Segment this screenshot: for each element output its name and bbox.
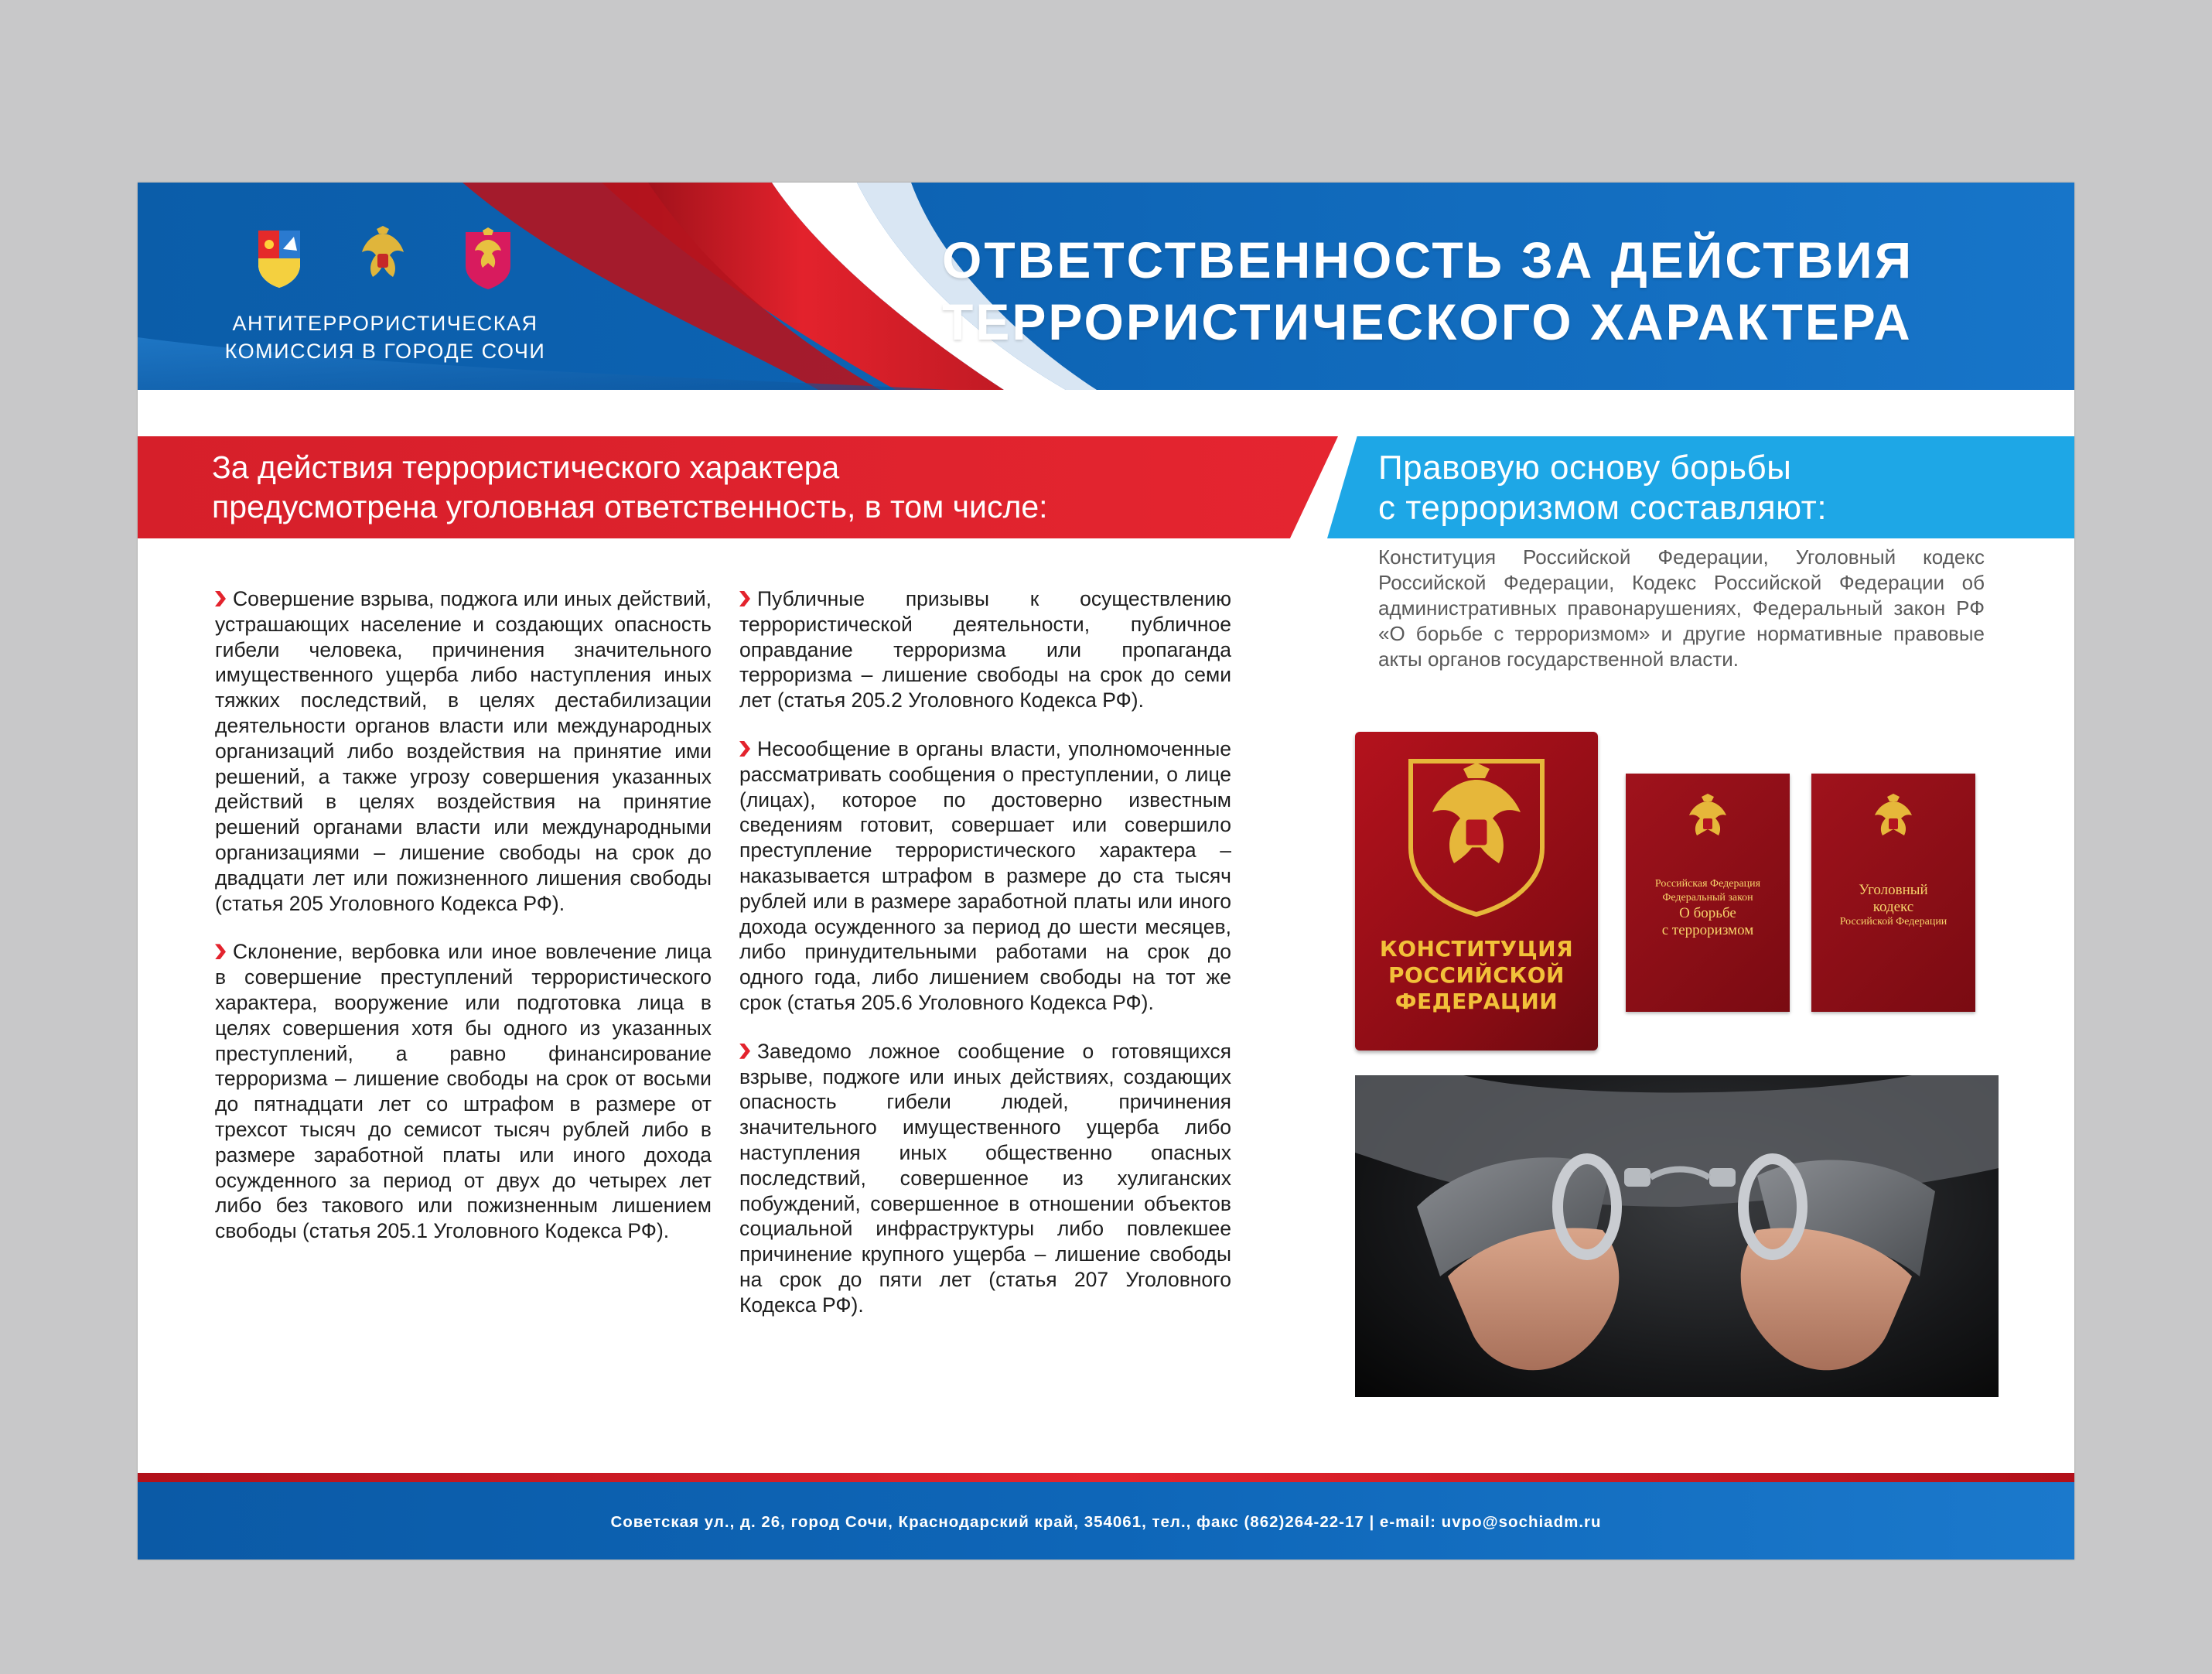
- legal-basis-text: Конституция Российской Федерации, Уголовный кодекс Российской Федерации, Кодекс Российской Федерации об административных правонарушениях, Федеральный закон РФ «О борьбе с терроризмом» и другие нормативные правовые акты органов государственной власти.: [1378, 545, 1985, 671]
- eagle-emblem-icon: [1355, 732, 1598, 933]
- chevron-right-icon: [215, 944, 226, 959]
- poster: [138, 183, 2074, 1560]
- criminal-code-title-line: Уголовный: [1859, 882, 1928, 898]
- footer-accent-line: [138, 1473, 2074, 1482]
- federal-law-title-line: Российская Федерация: [1654, 878, 1761, 890]
- chevron-right-icon: [739, 1044, 750, 1059]
- federal-law-title-line: О борьбе: [1679, 905, 1736, 921]
- criminal-code-book-title: [1811, 882, 1975, 928]
- constitution-book-image: [1355, 732, 1598, 1051]
- constitution-book-title: [1355, 936, 1598, 1015]
- criminal-code-book-image: [1811, 774, 1975, 1012]
- legal-basis-heading-line-1: Правовую основу борьбы: [1378, 449, 1792, 487]
- list-item: [739, 736, 1231, 1016]
- list-item-text: Совершение взрыва, поджога или иных действий, устрашающих население и создающих опасность гибели человека, причинения значительного имущественного ущерба либо наступления иных тяжких последствий, в целях дестабилизации деятельности органов власти или международных организаций либо воздействия на принятие ими решений, а также угрозу совершения указанных действий в целях воздействия на принятие решений органами власти или международными организациями – лишение свободы на срок до двадцати лет или пожизненного лишения свободы (статья 205 Уголовного Кодекса РФ).: [215, 587, 712, 915]
- handcuffed-hands-photo: [1355, 1075, 1999, 1397]
- russia-coat-of-arms-icon: [357, 226, 408, 289]
- constitution-title-line: РОССИЙСКОЙ: [1388, 962, 1565, 988]
- footer-contact: Советская ул., д. 26, город Сочи, Краснодарский край, 354061, тел., факс (862)264-22-17 | e-mail: uvpo@sochiadm.ru: [610, 1513, 1602, 1531]
- legal-basis-heading-line-2: с терроризмом составляют:: [1378, 489, 1828, 527]
- list-item-text: Несообщение в органы власти, уполномоченные рассматривать сообщения о преступлении, о лице (лицах), которое по достоверно известным сведениям готовит, совершает или совершило преступление террористического характера – наказывается штрафом в размере до ста тысяч рублей или в размере заработной платы или иного дохода осужденного за период до шести месяцев, либо принудительными работами на срок до одного года, либо лишением свободы на тот же срок (статья 205.6 Уголовного Кодекса РФ).: [739, 736, 1231, 1014]
- federal-law-book-image: [1626, 774, 1790, 1012]
- criminal-code-title-line: Российской Федерации: [1839, 916, 1947, 928]
- list-item: [739, 586, 1231, 713]
- criminal-liability-heading-line-2: предусмотрена уголовная ответственность, в том числе:: [212, 489, 1048, 524]
- chevron-right-icon: [215, 591, 226, 606]
- constitution-title-line: КОНСТИТУЦИЯ: [1379, 936, 1574, 962]
- liability-column-1: [215, 586, 712, 1267]
- emblems: [254, 226, 532, 292]
- krasnodar-krai-coat-of-arms-icon: [463, 226, 514, 289]
- constitution-title-line: ФЕДЕРАЦИИ: [1394, 989, 1558, 1014]
- header: [138, 183, 2074, 390]
- chevron-right-icon: [739, 591, 750, 606]
- list-item: [215, 586, 712, 916]
- liability-column-2: [739, 586, 1231, 1341]
- page-title-line-2: ТЕРРОРИСТИЧЕСКОГО ХАРАКТЕРА: [942, 293, 1913, 350]
- page-title: [942, 229, 2040, 353]
- commission-line-2: КОМИССИЯ В ГОРОДЕ СОЧИ: [224, 340, 546, 363]
- list-item-text: Заведомо ложное сообщение о готовящихся взрыве, поджоге или иных действиях, создающих опасность гибели людей, причинения значительного имущественного ущерба либо наступления иных общественно опасных последствий, совершенное из хулиганских побуждений, совершенное в отношении объектов социальной инфраструктуры либо повлекшее причинение крупного ущерба – лишение свободы на срок до пяти лет (статья 207 Уголовного Кодекса РФ).: [739, 1039, 1231, 1317]
- federal-law-title-line: Федеральный закон: [1662, 892, 1753, 904]
- chevron-right-icon: [739, 741, 750, 757]
- eagle-emblem-icon: [1811, 774, 1975, 859]
- list-item-text: Склонение, вербовка или иное вовлечение лица в совершение преступлений террористического характера, вооружение или подготовка лица в целях совершения хотя бы одного из указанных преступлений, а равно финансирование терроризма – лишение свободы на срок от восьми до пятнадцати лет со штрафом в размере от трехсот тысяч до семисот тысяч рублей либо в размере заработной платы или иного дохода осужденного за период от двух до четырех лет либо без такового или пожизненным лишением свободы (статья 205.1 Уголовного Кодекса РФ).: [215, 940, 712, 1243]
- federal-law-title-line: с терроризмом: [1661, 922, 1754, 938]
- criminal-liability-heading-line-1: За действия террористического характера: [212, 449, 840, 485]
- federal-law-book-title: [1626, 877, 1790, 939]
- page-title-line-1: ОТВЕТСТВЕННОСТЬ ЗА ДЕЙСТВИЯ: [942, 231, 1914, 289]
- criminal-liability-heading: [212, 448, 1310, 527]
- list-item: [739, 1039, 1231, 1318]
- criminal-code-title-line: кодекс: [1872, 899, 1914, 915]
- legal-basis-heading: [1378, 448, 2059, 528]
- commission-line-1: АНТИТЕРРОРИСТИЧЕСКАЯ: [232, 312, 538, 335]
- commission-name: [184, 309, 586, 365]
- eagle-emblem-icon: [1626, 774, 1790, 859]
- list-item: [215, 939, 712, 1244]
- sochi-coat-of-arms-icon: [254, 226, 305, 289]
- list-item-text: Публичные призывы к осуществлению террористической деятельности, публичное оправдание терроризма или пропаганда терроризма – лишение свободы на срок до семи лет (статья 205.2 Уголовного Кодекса РФ).: [739, 587, 1231, 712]
